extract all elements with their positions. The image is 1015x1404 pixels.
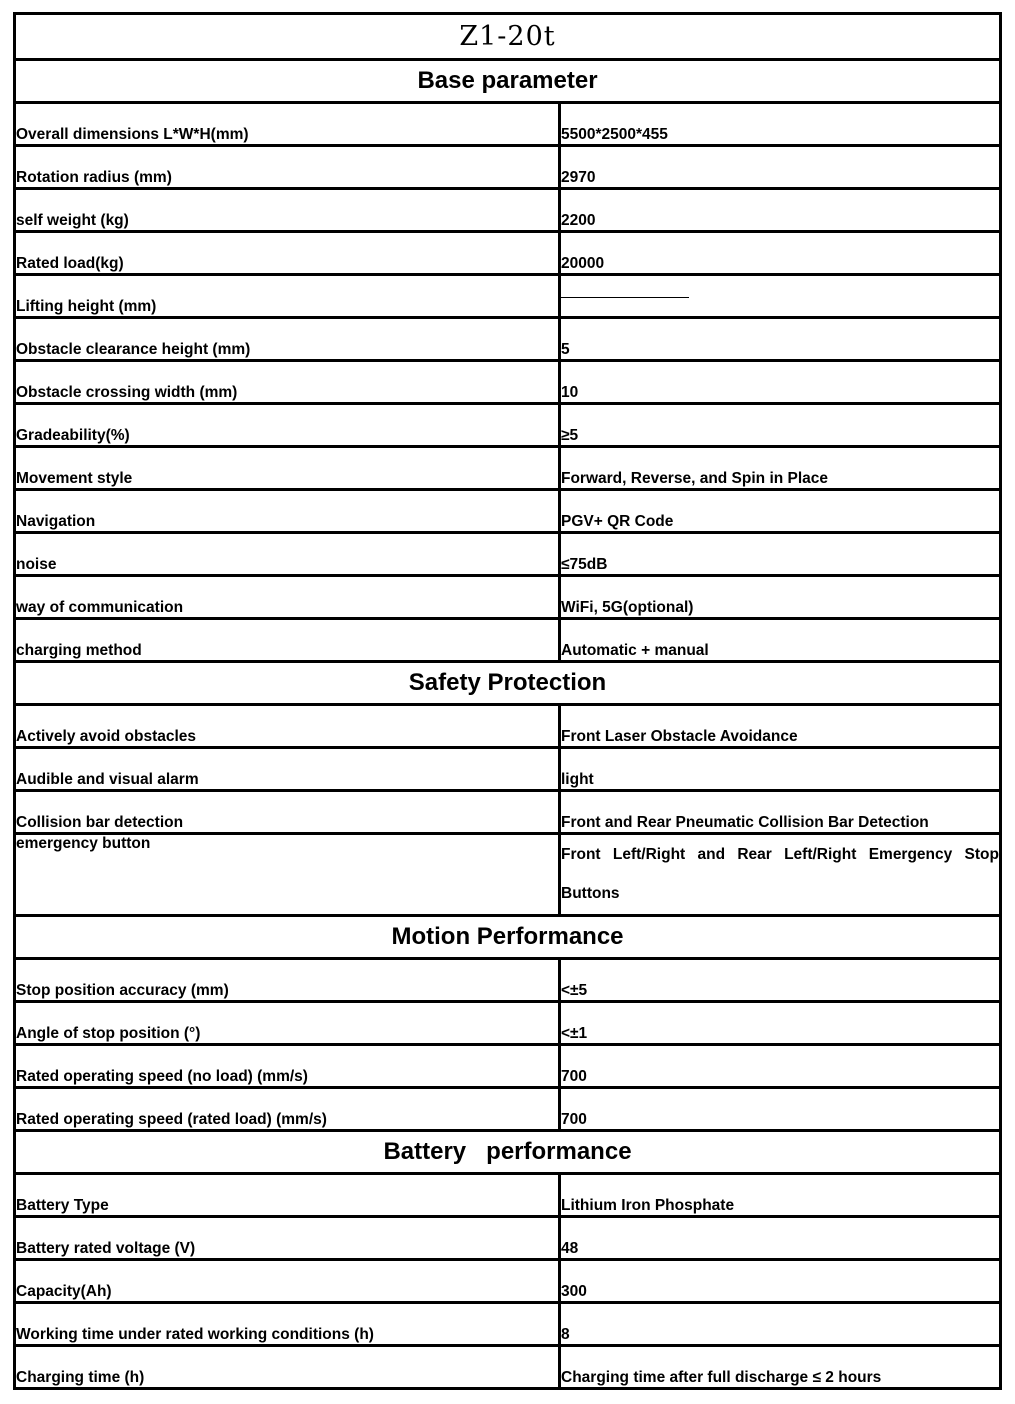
section-title: Base parameter [15,60,1001,103]
param-value: 48 [560,1217,1001,1260]
section-header-safety [15,662,1001,705]
table-row [15,1045,1001,1088]
table-row [15,834,1001,916]
param-label: Collision bar detection [15,791,560,834]
table-row [15,705,1001,748]
section-header-base [15,60,1001,103]
param-value: WiFi, 5G(optional) [560,576,1001,619]
table-row [15,275,1001,318]
param-label: Working time under rated working conditions (h) [15,1303,560,1346]
param-value: Lithium Iron Phosphate [560,1174,1001,1217]
param-label: Obstacle clearance height (mm) [15,318,560,361]
param-value: PGV+ QR Code [560,490,1001,533]
model-title: Z1-20t [15,14,1001,60]
param-label: Gradeability(%) [15,404,560,447]
param-label: Rated operating speed (no load) (mm/s) [15,1045,560,1088]
param-value: Front Laser Obstacle Avoidance [560,705,1001,748]
table-row [15,232,1001,275]
param-value-empty [560,275,1001,318]
param-value: Front and Rear Pneumatic Collision Bar Detection [560,791,1001,834]
table-row [15,318,1001,361]
param-label: Rotation radius (mm) [15,146,560,189]
param-value: Forward, Reverse, and Spin in Place [560,447,1001,490]
param-label: Actively avoid obstacles [15,705,560,748]
section-title: Battery performance [15,1131,1001,1174]
table-row [15,1303,1001,1346]
spec-table [13,12,1002,1390]
param-label: Audible and visual alarm [15,748,560,791]
section-title: Motion Performance [15,916,1001,959]
table-row [15,1088,1001,1131]
param-value: 10 [560,361,1001,404]
empty-value-line [561,297,689,298]
param-label: Battery rated voltage (V) [15,1217,560,1260]
table-row [15,189,1001,232]
param-value: 5 [560,318,1001,361]
param-value: Charging time after full discharge ≤ 2 hours [560,1346,1001,1389]
table-row [15,447,1001,490]
param-value: ≥5 [560,404,1001,447]
param-value: Front Left/Right and Rear Left/Right Emergency Stop Buttons [560,834,1001,916]
table-row [15,533,1001,576]
param-value: 5500*2500*455 [560,103,1001,146]
param-label: Rated operating speed (rated load) (mm/s) [15,1088,560,1131]
param-label: Stop position accuracy (mm) [15,959,560,1002]
table-row [15,576,1001,619]
table-row [15,103,1001,146]
section-title: Safety Protection [15,662,1001,705]
table-row [15,791,1001,834]
param-value: 20000 [560,232,1001,275]
param-label: Battery Type [15,1174,560,1217]
param-label: Charging time (h) [15,1346,560,1389]
table-row [15,490,1001,533]
param-label: Overall dimensions L*W*H(mm) [15,103,560,146]
param-label: Lifting height (mm) [15,275,560,318]
param-value: light [560,748,1001,791]
param-value: Automatic + manual [560,619,1001,662]
param-label: self weight (kg) [15,189,560,232]
table-row [15,1346,1001,1389]
table-row [15,1002,1001,1045]
table-row [15,959,1001,1002]
table-row [15,146,1001,189]
param-value: 2200 [560,189,1001,232]
param-label: Rated load(kg) [15,232,560,275]
title-row [15,14,1001,60]
param-value: 700 [560,1045,1001,1088]
section-header-battery [15,1131,1001,1174]
param-value: 8 [560,1303,1001,1346]
param-label: emergency button [15,834,560,916]
table-row [15,361,1001,404]
param-label: Capacity(Ah) [15,1260,560,1303]
table-row [15,1174,1001,1217]
param-value: ≤75dB [560,533,1001,576]
table-row [15,1260,1001,1303]
param-label: Angle of stop position (°) [15,1002,560,1045]
param-label: Obstacle crossing width (mm) [15,361,560,404]
param-value: <±1 [560,1002,1001,1045]
table-row [15,619,1001,662]
param-value: 2970 [560,146,1001,189]
param-label: way of communication [15,576,560,619]
param-label: noise [15,533,560,576]
table-row [15,404,1001,447]
section-header-motion [15,916,1001,959]
param-value: 700 [560,1088,1001,1131]
table-row [15,748,1001,791]
table-row [15,1217,1001,1260]
param-value: <±5 [560,959,1001,1002]
param-value: 300 [560,1260,1001,1303]
param-label: Movement style [15,447,560,490]
param-label: Navigation [15,490,560,533]
param-label: charging method [15,619,560,662]
